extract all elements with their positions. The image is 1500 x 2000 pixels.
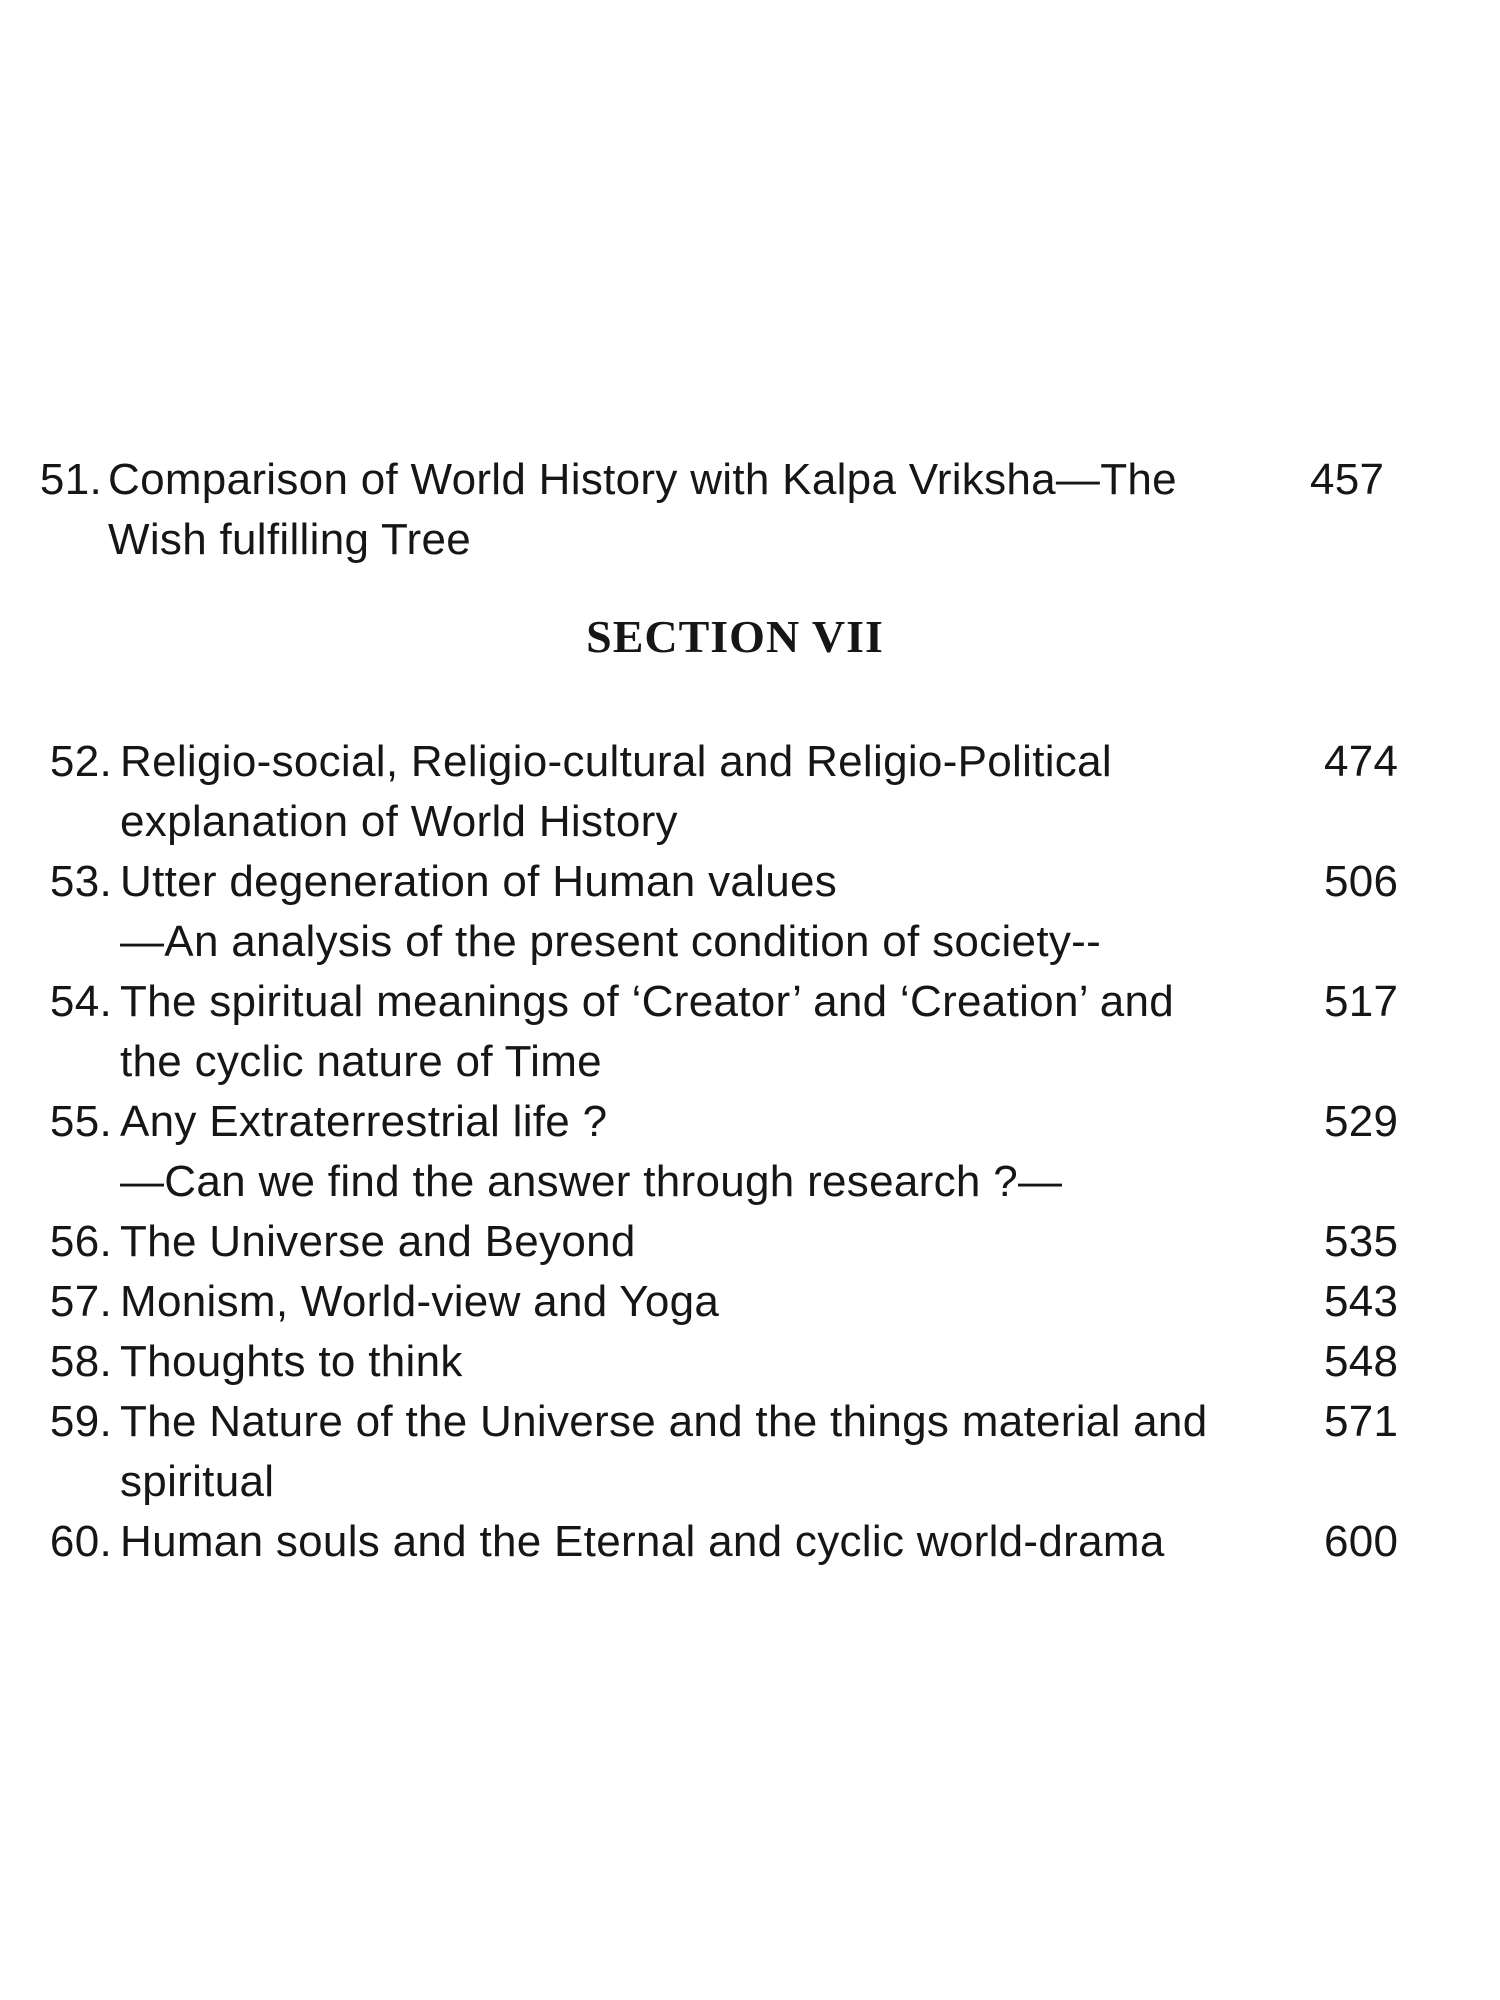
entry-number: 56. <box>49 1217 112 1266</box>
entry-page-number: 600 <box>1324 1517 1399 1566</box>
toc-list-main <box>0 732 1500 1572</box>
entry-title-line: the cyclic nature of Time <box>120 1037 602 1086</box>
entry-title <box>108 450 1218 570</box>
entry-title-line: Human souls and the Eternal and cyclic world-drama <box>120 1517 1165 1566</box>
entry-number: 53. <box>49 857 112 906</box>
entry-title <box>120 1272 1230 1332</box>
entry-page-number: 474 <box>1324 737 1399 786</box>
entry-title-line: Any Extraterrestrial life ? <box>120 1097 608 1146</box>
toc-entry-56[interactable] <box>0 1212 1500 1272</box>
entry-page-number: 548 <box>1324 1337 1399 1386</box>
entry-page-number: 571 <box>1324 1397 1399 1446</box>
toc-entry-57[interactable] <box>0 1272 1500 1332</box>
toc-entry-55[interactable] <box>0 1092 1500 1212</box>
entry-page-number: 457 <box>1310 455 1385 504</box>
entry-title <box>120 732 1230 852</box>
toc-entry-53[interactable] <box>0 852 1500 972</box>
entry-title-line: The spiritual meanings of ‘Creator’ and ‘Creation’ and <box>120 977 1175 1026</box>
entry-title-line: Thoughts to think <box>120 1337 463 1386</box>
entry-page-number: 543 <box>1324 1277 1399 1326</box>
entry-number: 58. <box>49 1337 112 1386</box>
entry-title-line: Monism, World-view and Yoga <box>120 1277 720 1326</box>
entry-title-line: Wish fulfilling Tree <box>108 515 472 564</box>
entry-title-line: Utter degeneration of Human values <box>120 857 838 906</box>
toc-entry-58[interactable] <box>0 1332 1500 1392</box>
toc-entry-54[interactable] <box>0 972 1500 1092</box>
toc-entry-52[interactable] <box>0 732 1500 852</box>
entry-title-line: The Nature of the Universe and the things material and <box>120 1397 1208 1446</box>
entry-title <box>120 1392 1230 1512</box>
entry-number: 51. <box>39 455 102 504</box>
entry-title <box>120 1332 1230 1392</box>
entry-title-line: Comparison of World History with Kalpa Vriksha—The <box>108 455 1177 504</box>
entry-number: 55. <box>49 1097 112 1146</box>
toc-entry-59[interactable] <box>0 1392 1500 1512</box>
entry-page-number: 517 <box>1324 977 1399 1026</box>
entry-page-number: 529 <box>1324 1097 1399 1146</box>
entry-title <box>120 1512 1230 1572</box>
section-heading: SECTION VII <box>586 611 884 662</box>
entry-page-number: 535 <box>1324 1217 1399 1266</box>
entry-title-line: explanation of World History <box>120 797 678 846</box>
toc-list-top <box>0 450 1500 570</box>
entry-number: 54. <box>49 977 112 1026</box>
entry-subtitle-line: —Can we find the answer through research ?— <box>120 1157 1063 1206</box>
entry-title <box>120 852 1230 972</box>
entry-title <box>120 1212 1230 1272</box>
entry-title-line: spiritual <box>120 1457 275 1506</box>
entry-number: 59. <box>49 1397 112 1446</box>
toc-entry-60[interactable] <box>0 1512 1500 1572</box>
entry-number: 60. <box>49 1517 112 1566</box>
entry-number: 57. <box>49 1277 112 1326</box>
entry-page-number: 506 <box>1324 857 1399 906</box>
entry-title-line: The Universe and Beyond <box>120 1217 636 1266</box>
entry-title-line: Religio-social, Religio-cultural and Religio-Political <box>120 737 1112 786</box>
entry-subtitle-line: —An analysis of the present condition of society-- <box>120 917 1102 966</box>
entry-title <box>120 972 1230 1092</box>
entry-title <box>120 1092 1230 1212</box>
toc-entry-51[interactable] <box>0 450 1500 570</box>
entry-number: 52. <box>49 737 112 786</box>
